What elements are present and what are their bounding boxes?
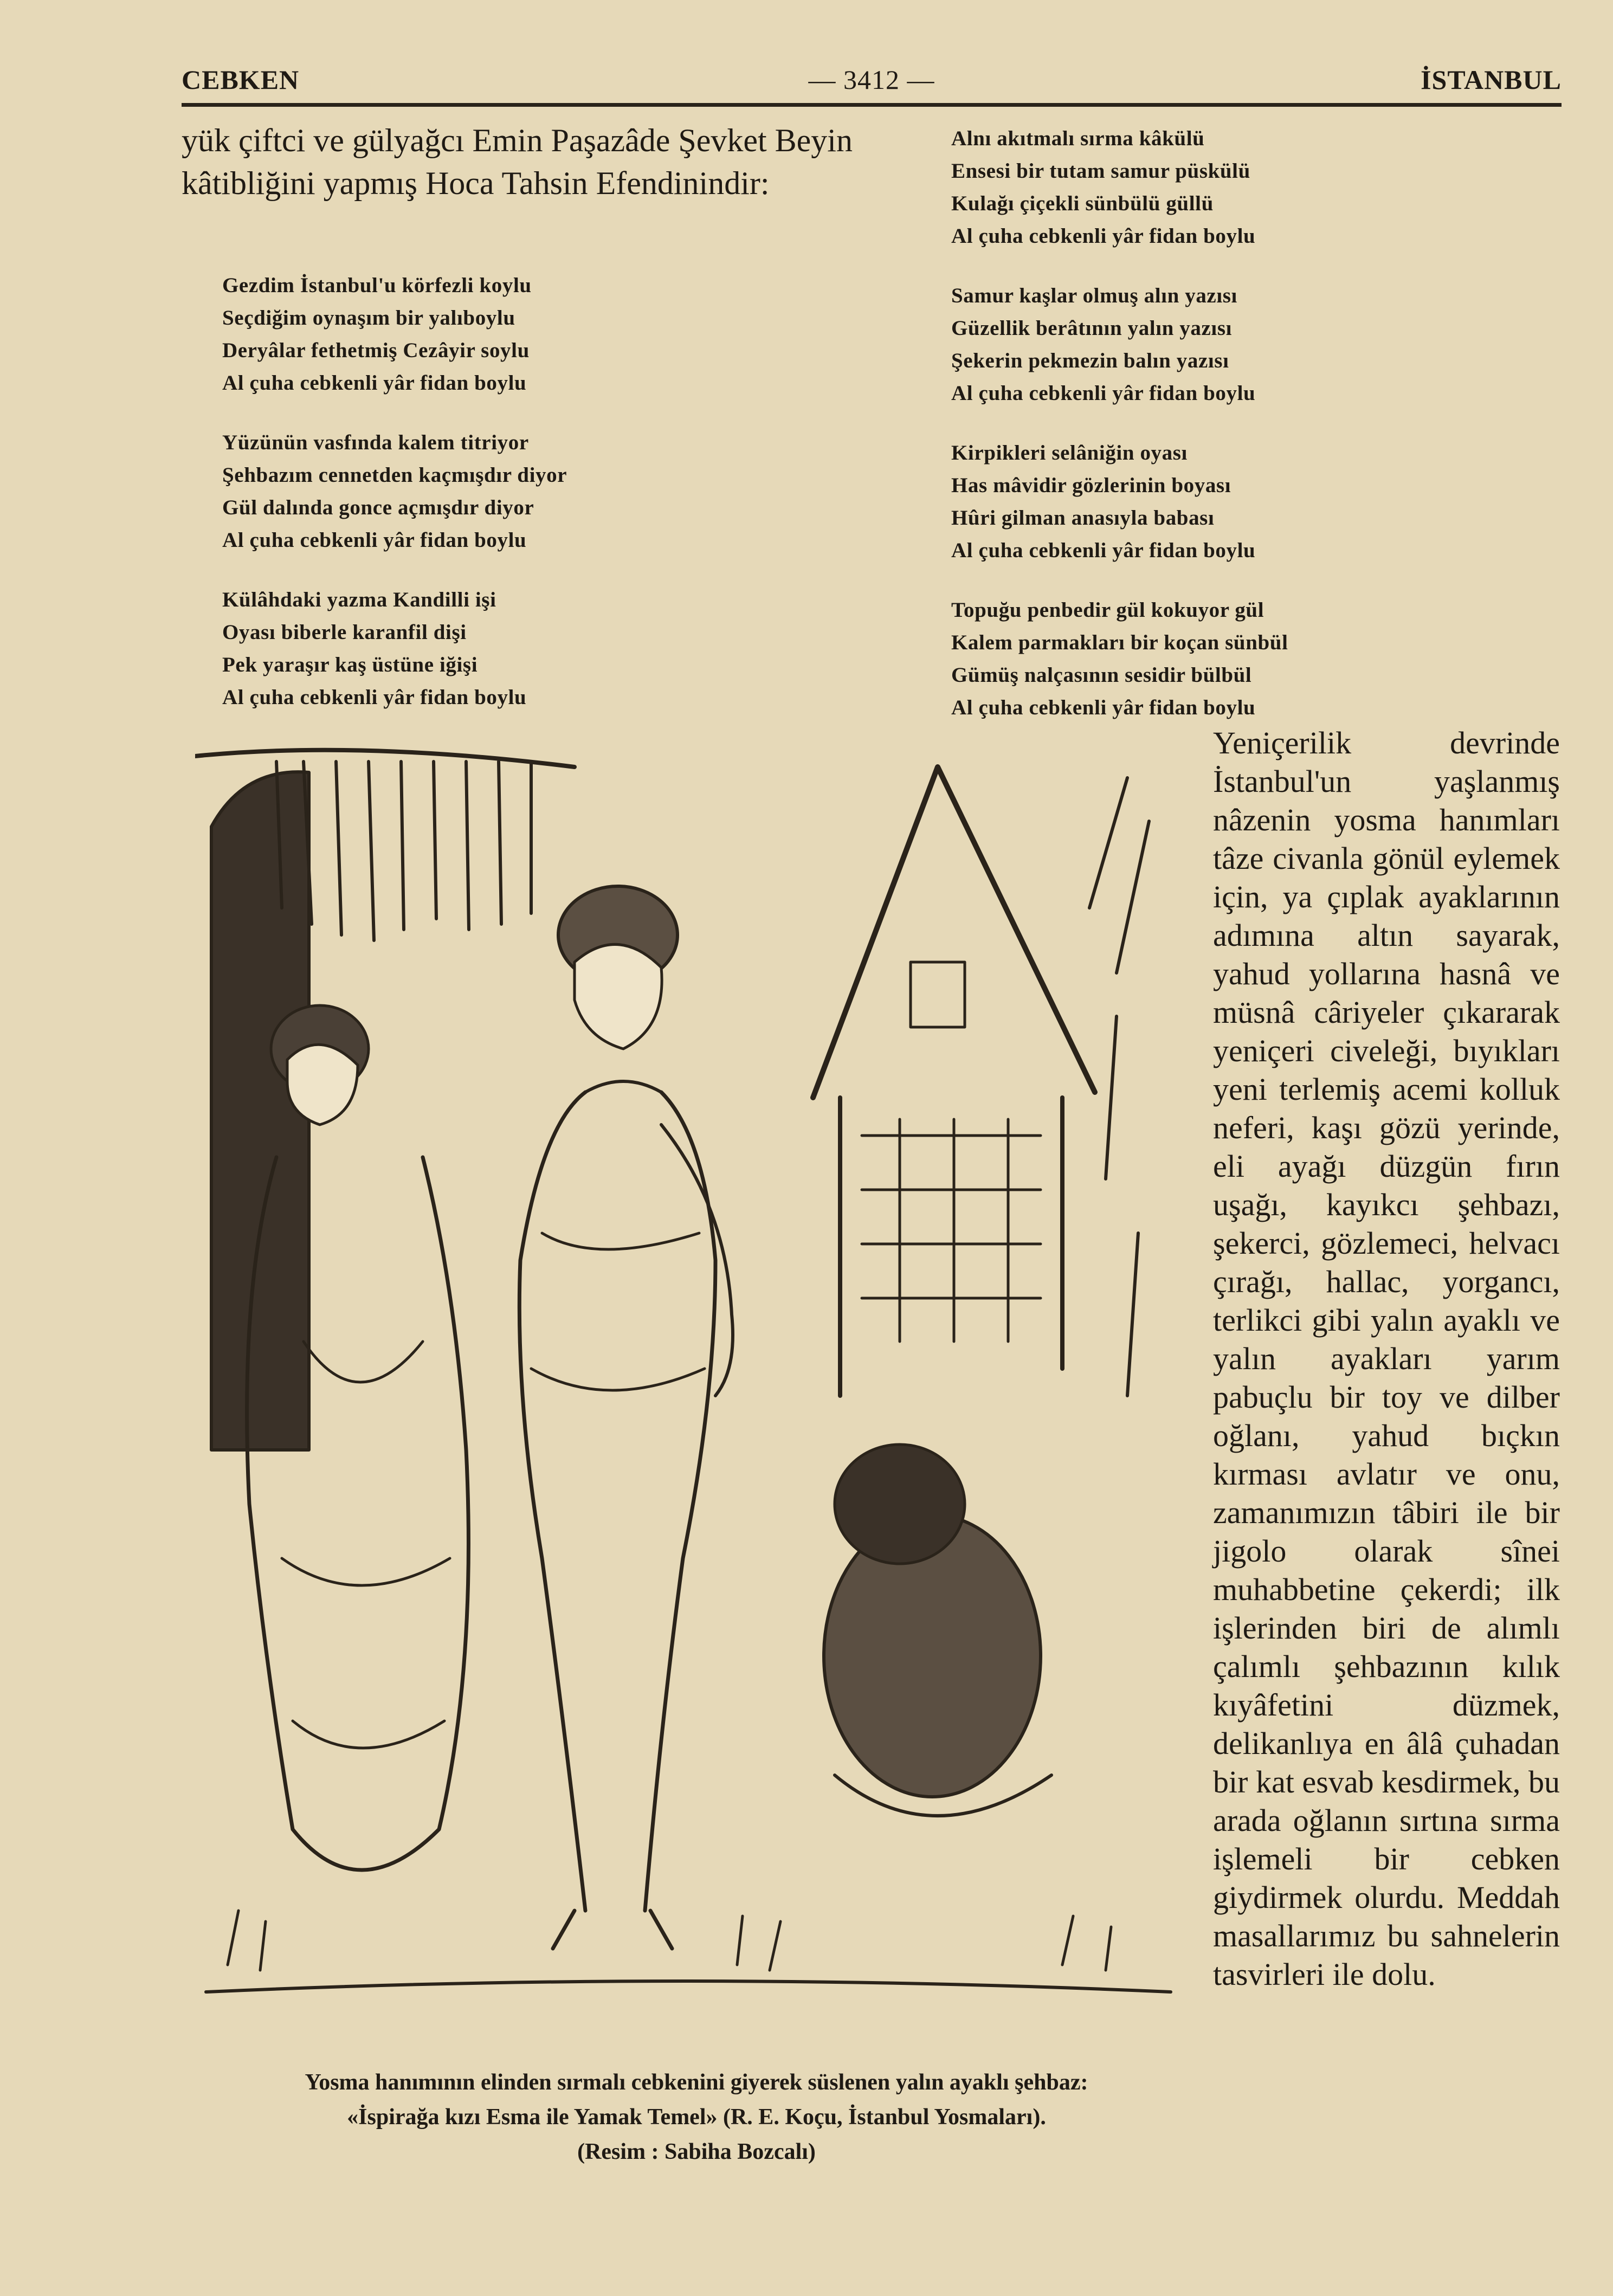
- poem-left-column: [222, 269, 873, 741]
- poem-line: Kulağı çiçekli sünbülü güllü: [951, 192, 1214, 215]
- poem-line: Al çuha cebkenli yâr fidan boylu: [951, 382, 1256, 405]
- poem-line: Ensesi bir tutam samur püskülü: [951, 159, 1250, 183]
- poem-line: Al çuha cebkenli yâr fidan boylu: [951, 696, 1256, 719]
- poem-line: Güzellik berâtının yalın yazısı: [951, 317, 1233, 340]
- caption-credit: (Resim : Sabiha Bozcalı): [577, 2139, 816, 2164]
- poem-line: Pek yaraşır kaş üstüne iğişi: [222, 653, 478, 676]
- poem-line: Gül dalında gonce açmışdır diyor: [222, 496, 534, 519]
- poem-stanza: [951, 594, 1493, 724]
- poem-line: Samur kaşlar olmuş alın yazısı: [951, 284, 1237, 307]
- poem-line: Topuğu penbedir gül kokuyor gül: [951, 598, 1264, 622]
- caption-line: «İspirağa kızı Esma ile Yamak Temel» (R. E. Koçu, İstanbul Yosmaları).: [347, 2105, 1046, 2130]
- poem-line: Hûri gilman anasıyla babası: [951, 506, 1215, 530]
- poem-stanza: [222, 427, 873, 557]
- poem-line: Yüzünün vasfında kalem titriyor: [222, 431, 529, 454]
- publication-title: İSTANBUL: [1421, 65, 1562, 95]
- poem-line: Alnı akıtmalı sırma kâkülü: [951, 127, 1205, 150]
- poem-line: Kirpikleri selâniğin oyası: [951, 441, 1188, 465]
- poem-line: Al çuha cebkenli yâr fidan boylu: [951, 539, 1256, 562]
- poem-stanza: [951, 122, 1493, 253]
- article-side-column: Yeniçerilik devrinde İstanbul'un yaşlanmış nâzenin yosma hanımları tâze civanla gönül eylemek için, ya çıplak ayaklarının adımına altın sayarak, yahud yollarına hasnâ ve müsnâ câriyeler çıkararak yeniçeri civeleği, bıyıkları yeni terlemiş acemi kolluk neferi, kaşı gözü yerinde, eli ayağı düzgün fırın uşağı, kayıkcı şehbazı, şekerci, gözlemeci, helvacı çırağı, hallac, yorgancı, terlikci gibi yalın ayaklı ve yalın ayakları yarım pabuçlu bir toy ve dilber oğlanı, yahud bıçkın kırması avlatır ve onu, zamanımızın tâbiri ile bir jigolo olarak sînei muhabbetine çekerdi; ilk işlerinden biri de alımlı çalımlı şehbazının kılık kıyâfetini düzmek, delikanlıya en âlâ çuhadan bir kat esvab kesdirmek, bu arada oğlanın sırtına sırma işlemeli bir cebken giydirmek olurdu. Meddah masallarımız bu sahnelerin tasvirleri ile dolu.: [1213, 725, 1560, 1992]
- poem-line: Al çuha cebkenli yâr fidan boylu: [222, 686, 527, 709]
- poem-line: Al çuha cebkenli yâr fidan boylu: [222, 528, 527, 552]
- poem-line: Şehbazım cennetden kaçmışdır diyor: [222, 463, 567, 487]
- poem-line: Şekerin pekmezin balın yazısı: [951, 349, 1229, 372]
- illustration-caption: [184, 2065, 1209, 2169]
- poem-stanza: [222, 269, 873, 399]
- poem-line: Gezdim İstanbul'u körfezli koylu: [222, 274, 532, 297]
- poem-line: Deryâlar fethetmiş Cezâyir soylu: [222, 339, 530, 362]
- poem-right-column: [951, 122, 1493, 751]
- intro-paragraph: yük çiftci ve gülyağcı Emin Paşazâde Şevket Beyin kâtibliğini yapmış Hoca Tahsin Efendinindir:: [182, 122, 853, 201]
- poem-stanza: [951, 437, 1493, 567]
- header-rule: [182, 103, 1562, 107]
- caption-line: Yosma hanımının elinden sırmalı cebkenini giyerek süslenen yalın ayaklı şehbaz:: [305, 2070, 1088, 2095]
- page-number: — 3412 —: [808, 65, 935, 95]
- ink-illustration: [195, 745, 1187, 2041]
- running-title: CEBKEN: [182, 65, 300, 95]
- poem-line: Gümüş nalçasının sesidir bülbül: [951, 663, 1252, 687]
- poem-line: Al çuha cebkenli yâr fidan boylu: [951, 224, 1256, 248]
- poem-line: Has mâvidir gözlerinin boyası: [951, 474, 1231, 497]
- page-header: [182, 64, 1562, 96]
- illustration-drawing: [195, 745, 1187, 2041]
- poem-stanza: [222, 584, 873, 714]
- poem-stanza: [951, 280, 1493, 410]
- poem-line: Al çuha cebkenli yâr fidan boylu: [222, 371, 527, 395]
- poem-line: Külâhdaki yazma Kandilli işi: [222, 588, 496, 611]
- poem-line: Kalem parmakları bir koçan sünbül: [951, 631, 1288, 654]
- poem-line: Seçdiğim oynaşım bir yalıboylu: [222, 306, 515, 330]
- poem-line: Oyası biberle karanfil dişi: [222, 621, 467, 644]
